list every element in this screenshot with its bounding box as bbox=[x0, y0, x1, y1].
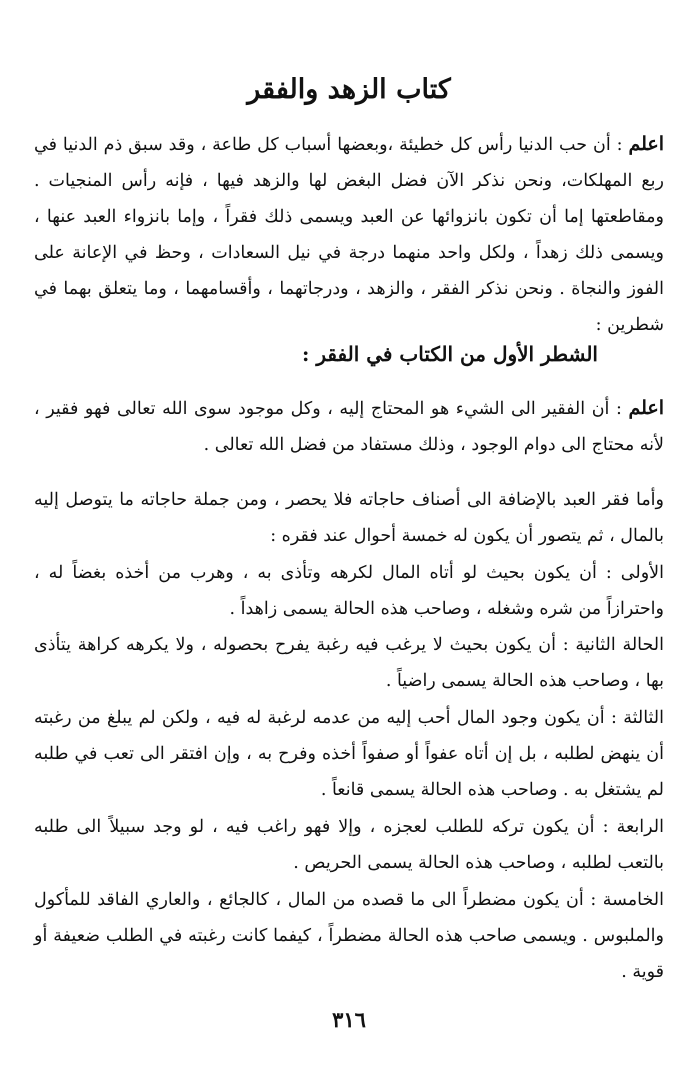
state-fifth: الخامسة : أن يكون مضطراً الى ما قصده من المال ، كالجائع ، والعاري الفاقد للمأكول والملبوس . ويسمى صاحب هذه الحالة مضطراً ، كيفما كانت رغبته في الطلب ضعيفة أو قوية . bbox=[34, 890, 664, 982]
page-number: ٣١٦ bbox=[332, 1007, 366, 1032]
state-second: الحالة الثانية : أن يكون بحيث لا يرغب فيه رغبة يفرح بحصوله ، ولا يكرهه كراهة يتأذى بها ، وصاحب هذه الحالة يسمى راضياً . bbox=[34, 635, 664, 691]
intro-text: : أن حب الدنيا رأس كل خطيئة ،وبعضها أسباب كل طاعة ، وقد سبق ذم الدنيا في ربع المهلكات، ونحن نذكر الآن فضل البغض لها والزهد فيها ، فإنه رأس المنجيات . ومقاطعتها إما أن تكون بانزوائها عن العبد ويسمى ذلك فقراً ، وإما بانزواء العبد عنها ، ويسمى ذلك زهداً ، ولكل واحد منهما درجة في نيل السعادات ، وحظ في الإعانة على الفوز والنجاة . ونحن نذكر الفقر ، والزهد ، ودرجاتهما ، وأقسامهما ، وما يتعلق بهما في شطرين : bbox=[34, 135, 664, 335]
needs-paragraph: وأما فقر العبد بالإضافة الى أصناف حاجاته فلا يحصر ، ومن جملة حاجاته ما يتوصل إليه بالمال ، ثم يتصور أن يكون له خمسة أحوال عند فقره : bbox=[34, 490, 664, 546]
definition-paragraph bbox=[34, 390, 664, 463]
intro-lead-word: اعلم bbox=[628, 133, 664, 155]
definition-lead-word: اعلم bbox=[628, 397, 664, 419]
section-heading: الشطر الأول من الكتاب في الفقر : bbox=[302, 342, 598, 366]
chapter-title: كتاب الزهد والفقر bbox=[247, 74, 451, 105]
state-first: الأولى : أن يكون بحيث لو أتاه المال لكرهه وتأذى به ، وهرب من أخذه بغضاً له ، واحترازاً من شره وشغله ، وصاحب هذه الحالة يسمى زاهداً . bbox=[34, 563, 664, 619]
state-third: الثالثة : أن يكون وجود المال أحب إليه من عدمه لرغبة له فيه ، ولكن لم يبلغ من رغبته أن ينهض لطلبه ، بل إن أتاه عفواً أو صفواً أخذه وفرح به ، وإن افتقر الى تعب في طلبه لم يشتغل به . وصاحب هذه الحالة يسمى قانعاً . bbox=[34, 708, 664, 800]
state-fourth: الرابعة : أن يكون تركه للطلب لعجزه ، وإلا فهو راغب فيه ، لو وجد سبيلاً الى طلبه بالتعب لطلبه ، وصاحب هذه الحالة يسمى الحريص . bbox=[34, 817, 664, 873]
definition-text: : أن الفقير الى الشيء هو المحتاج إليه ، وكل موجود سوى الله تعالى فهو فقير ، لأنه محتاج الى دوام الوجود ، وذلك مستفاد من فضل الله تعالى . bbox=[34, 399, 664, 455]
intro-paragraph bbox=[34, 126, 664, 343]
